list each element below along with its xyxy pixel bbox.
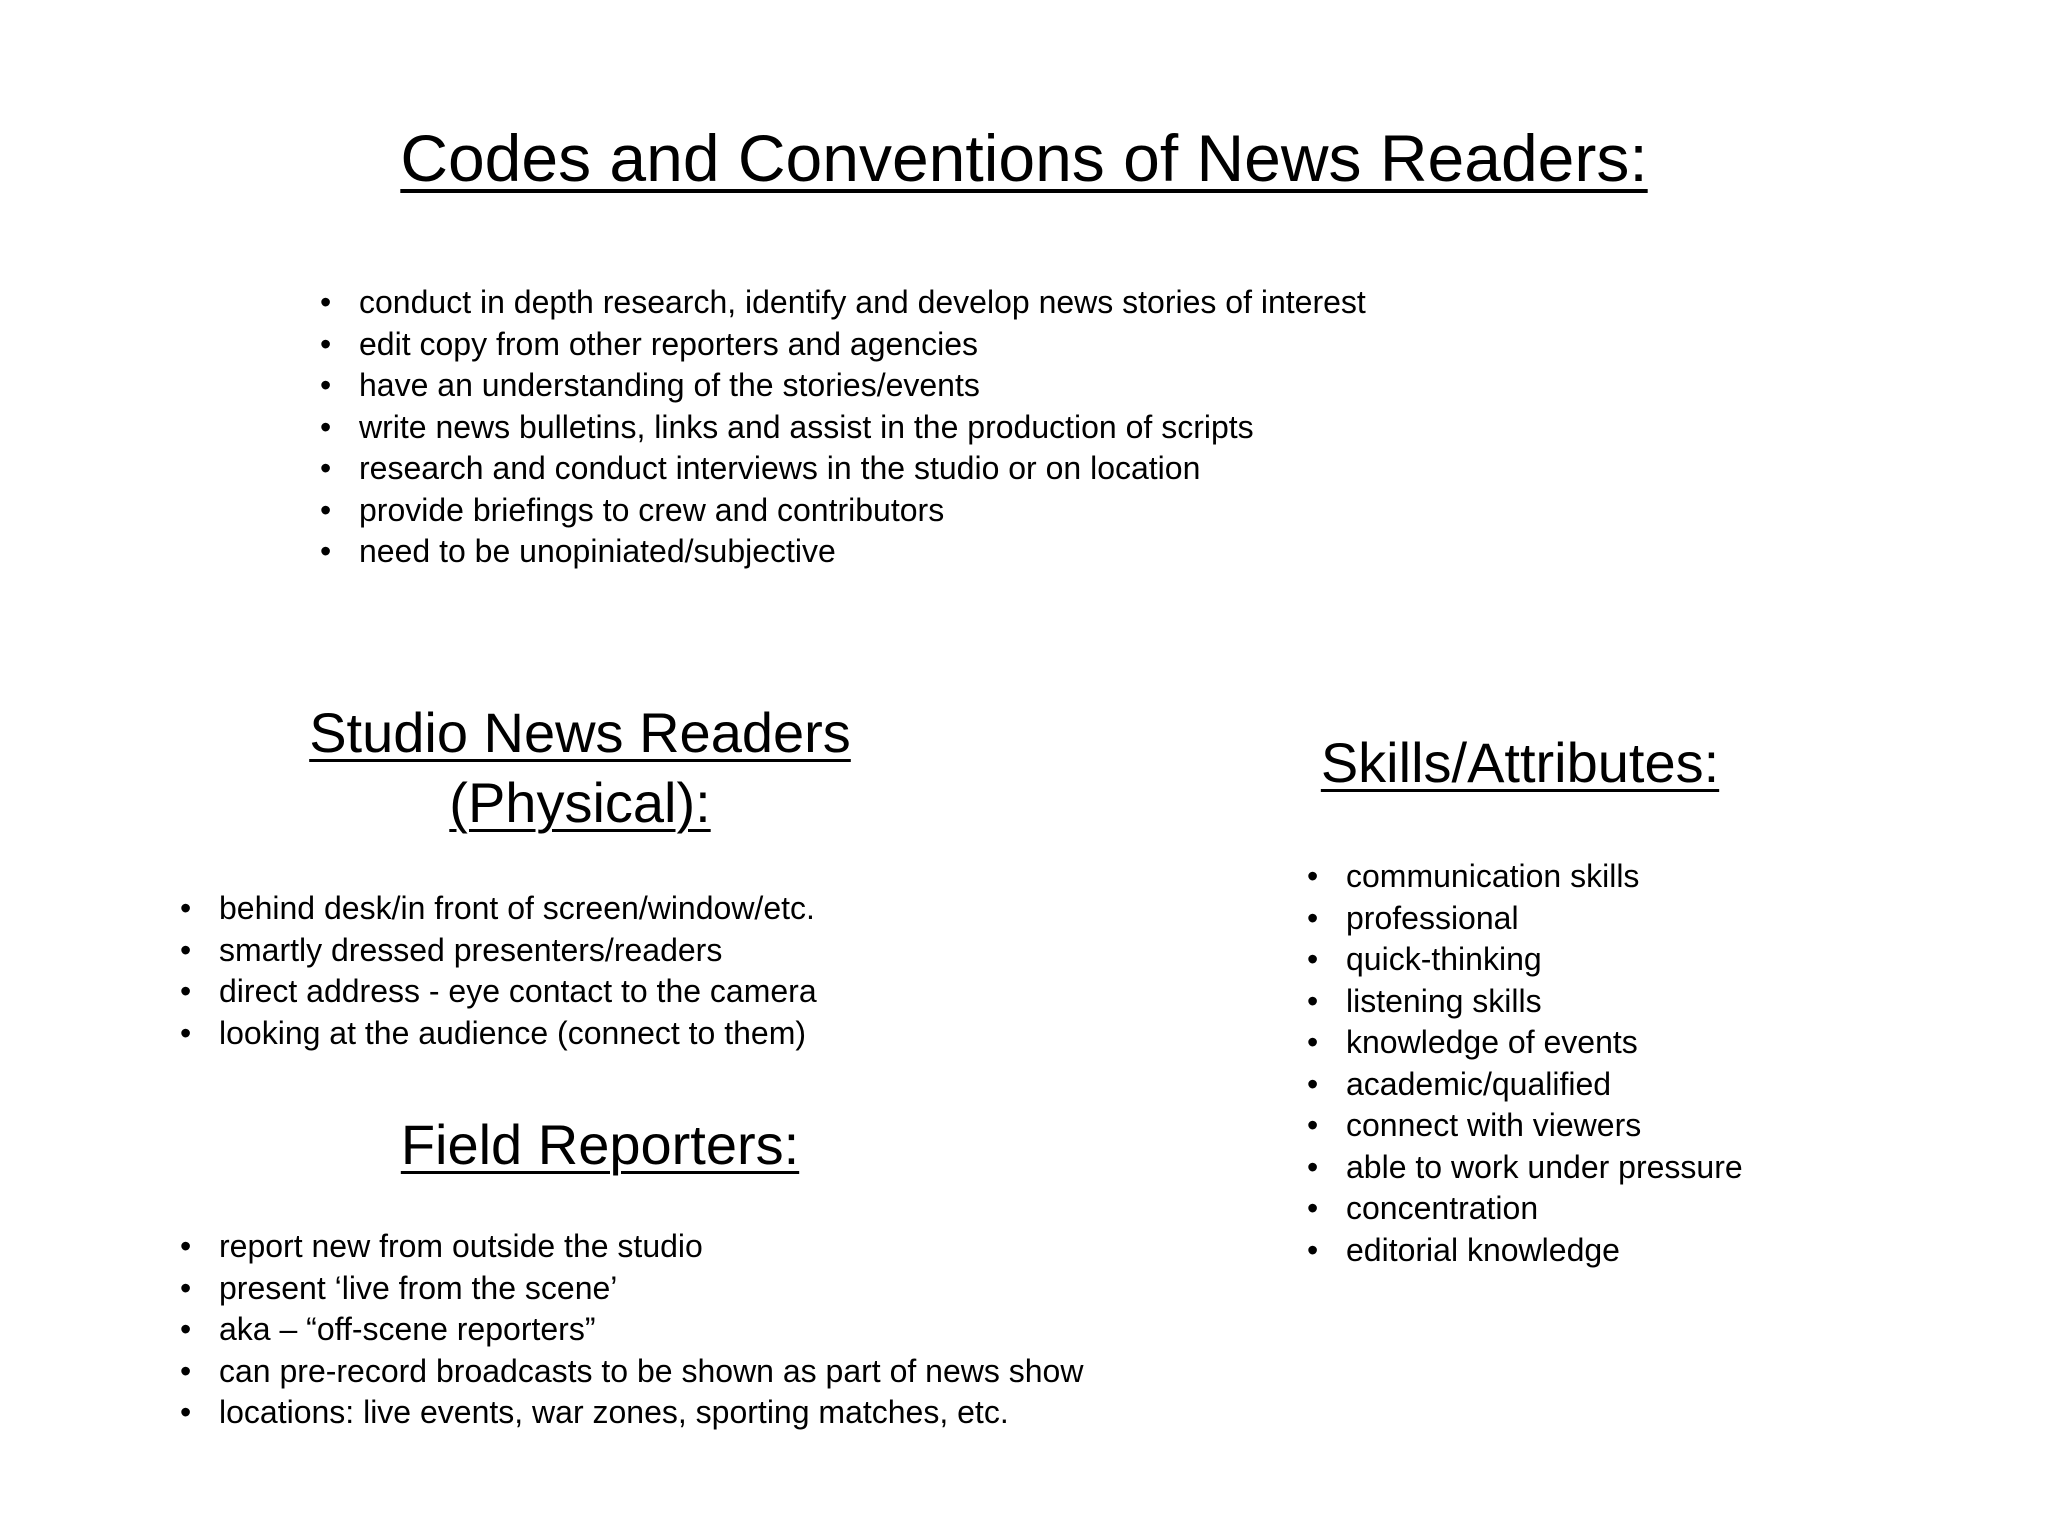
list-item: • able to work under pressure — [1307, 1147, 1743, 1189]
list-item: • can pre-record broadcasts to be shown as part of news show — [180, 1351, 1083, 1393]
list-item: • connect with viewers — [1307, 1105, 1743, 1147]
list-item: • research and conduct interviews in the studio or on location — [320, 448, 1366, 490]
list-item: • have an understanding of the stories/events — [320, 365, 1366, 407]
list-item: • report new from outside the studio — [180, 1226, 1083, 1268]
skills-attributes-heading: Skills/Attributes: — [1320, 731, 1720, 794]
intro-bullet-list — [320, 282, 1366, 573]
list-item: • professional — [1307, 898, 1743, 940]
list-item: • write news bulletins, links and assist in the production of scripts — [320, 407, 1366, 449]
list-item: • direct address - eye contact to the camera — [180, 971, 817, 1013]
list-item: • communication skills — [1307, 856, 1743, 898]
list-item: • smartly dressed presenters/readers — [180, 930, 817, 972]
list-item: • behind desk/in front of screen/window/etc. — [180, 888, 817, 930]
list-item: • academic/qualified — [1307, 1064, 1743, 1106]
list-item: • editorial knowledge — [1307, 1230, 1743, 1272]
page-title: Codes and Conventions of News Readers: — [400, 121, 1648, 195]
list-item: • concentration — [1307, 1188, 1743, 1230]
list-item: • provide briefings to crew and contributors — [320, 490, 1366, 532]
list-item: • present ‘live from the scene’ — [180, 1268, 1083, 1310]
studio-heading-line1: Studio News Readers — [309, 701, 851, 764]
list-item: • listening skills — [1307, 981, 1743, 1023]
field-bullet-list — [180, 1226, 1083, 1434]
list-item: • edit copy from other reporters and agencies — [320, 324, 1366, 366]
list-item: • conduct in depth research, identify and develop news stories of interest — [320, 282, 1366, 324]
list-item: • quick-thinking — [1307, 939, 1743, 981]
list-item: • locations: live events, war zones, sporting matches, etc. — [180, 1392, 1083, 1434]
studio-news-readers-heading — [270, 698, 890, 838]
studio-heading-line2: (Physical): — [449, 771, 711, 834]
studio-bullet-list — [180, 888, 817, 1054]
list-item: • need to be unopiniated/subjective — [320, 531, 1366, 573]
field-reporters-heading: Field Reporters: — [400, 1113, 800, 1176]
skills-bullet-list — [1307, 856, 1743, 1271]
list-item: • knowledge of events — [1307, 1022, 1743, 1064]
list-item: • aka – “off-scene reporters” — [180, 1309, 1083, 1351]
list-item: • looking at the audience (connect to them) — [180, 1013, 817, 1055]
